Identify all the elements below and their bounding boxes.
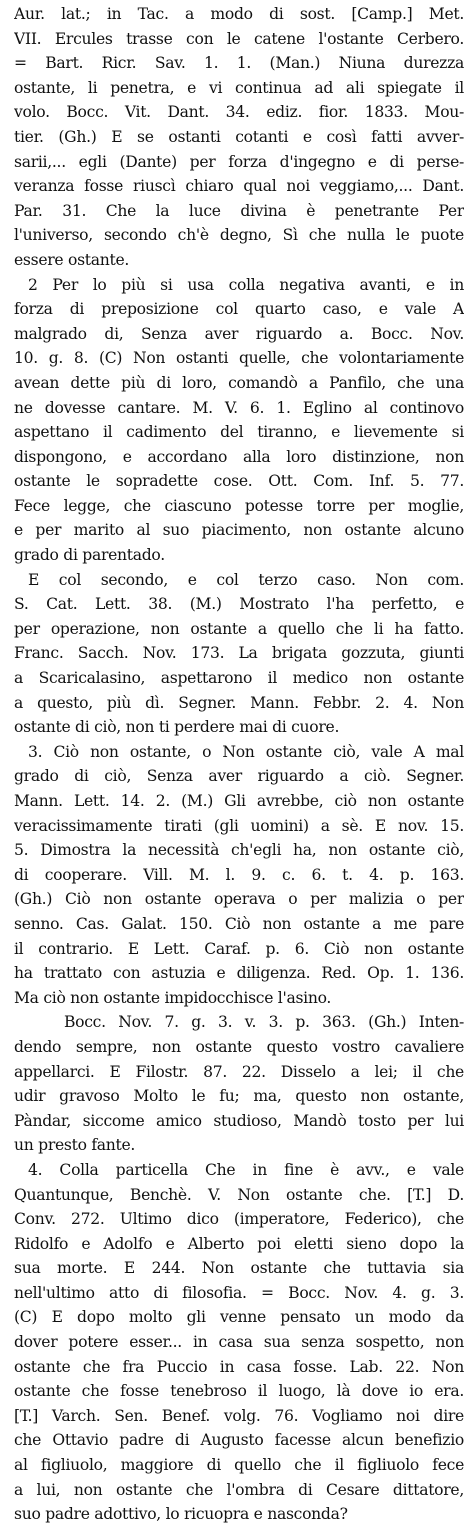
text-line: S. Cat. Lett. 38. (M.) Mostrato l'ha perfetto, e xyxy=(14,595,464,614)
text-line: tier. (Gh.) E se ostanti cotanti e così fatti avver- xyxy=(14,127,464,146)
text-line: aspettano il cadimento del tiranno, e lievemente si xyxy=(14,423,464,442)
text-line: 2 Per lo più si usa colla negativa avanti, e in xyxy=(28,275,464,294)
text-line: 4. Colla particella Che in fine è avv., e vale xyxy=(28,1160,464,1179)
text-line: dendo sempre, non ostante questo vostro cavaliere xyxy=(14,1037,464,1056)
text-line: sarii,... egli (Dante) per forza d'ingegno e di perse- xyxy=(14,152,464,171)
text-line: grado di parentado. xyxy=(14,546,165,565)
text-line: per operazione, non ostante a quello che li ha fatto. xyxy=(14,619,464,638)
text-line: di cooperare. Vill. M. l. 9. c. 6. t. 4. p. 163. xyxy=(14,865,464,884)
text-line: veracissimamente tirati (gli uomini) a sè. E nov. 15. xyxy=(14,816,464,835)
text-line: 3. Ciò non ostante, o Non ostante ciò, vale A mal xyxy=(28,742,464,761)
text-line: (Gh.) Ciò non ostante operava o per malizia o per xyxy=(14,890,464,909)
text-line: (C) E dopo molto gli venne pensato un modo da xyxy=(14,1308,464,1327)
text-line: veranza fosse riuscì chiaro qual noi veggiamo,... Dant. xyxy=(14,177,464,196)
text-line: l'universo, secondo ch'è degno, Sì che nulla le puote xyxy=(14,226,464,245)
text-line: Pàndar, siccome amico studioso, Mandò tosto per lui xyxy=(14,1111,464,1130)
text-line: Quantunque, Benchè. V. Non ostante che. [T.] D. xyxy=(14,1185,464,1204)
text-line: a questo, più dì. Segner. Mann. Febbr. 2. 4. Non xyxy=(14,693,464,712)
text-line: ostante di ciò, non ti perdere mai di cuore. xyxy=(14,718,340,737)
text-line: Franc. Sacch. Nov. 173. La brigata gozzuta, giunti xyxy=(14,644,464,663)
text-line: ostante che fra Puccio in casa fosse. Lab. 22. Non xyxy=(14,1357,464,1376)
text-line: Bocc. Nov. 7. g. 3. v. 3. p. 363. (Gh.) Inten- xyxy=(64,1013,464,1032)
text-line: il contrario. E Lett. Caraf. p. 6. Ciò non ostante xyxy=(14,939,464,958)
text-line: al figliuolo, maggiore di quello che il figliuolo fece xyxy=(14,1456,464,1475)
text-line: a Scaricalasino, aspettarono il medico non ostante xyxy=(14,669,464,688)
text-line: Aur. lat.; in Tac. a modo di sost. [Camp.] Met. xyxy=(14,5,464,23)
dictionary-entry xyxy=(14,2,464,1527)
text-line: VII. Ercules trasse con le catene l'ostante Cerbero. xyxy=(14,29,464,48)
text-line: ostante che fosse tenebroso il luogo, là dove io era. xyxy=(14,1382,464,1401)
text-line: che Ottavio padre di Augusto facesse alcun benefizio xyxy=(14,1431,464,1450)
text-line: ha trattato con astuzia e diligenza. Red. Op. 1. 136. xyxy=(14,964,464,983)
text-line: Ma ciò non ostante impidocchisce l'asino. xyxy=(14,988,332,1007)
text-line: senno. Cas. Galat. 150. Ciò non ostante a me pare xyxy=(14,914,464,933)
text-line: Conv. 272. Ultimo dico (imperatore, Federico), che xyxy=(14,1210,464,1229)
text-line: 5. Dimostra la necessità ch'egli ha, non ostante ciò, xyxy=(14,841,464,860)
text-line: malgrado di, Senza aver riguardo a. Bocc. Nov. xyxy=(14,324,464,343)
text-line: ne dovesse cantare. M. V. 6. 1. Eglino al continovo xyxy=(14,398,464,417)
text-line: appellarci. E Filostr. 87. 22. Disselo a lei; il che xyxy=(14,1062,464,1081)
text-line: suo padre adottivo, lo ricuopra e nasconda? xyxy=(14,1505,348,1524)
text-line: avean dette più di loro, comandò a Panfilo, che una xyxy=(14,373,464,392)
text-line: Ridolfo e Adolfo e Alberto poi eletti sieno dopo la xyxy=(14,1234,464,1253)
text-line: ostante, li penetra, e vi continua ad ali spiegate il xyxy=(14,78,464,97)
text-line: 10. g. 8. (C) Non ostanti quelle, che volontariamente xyxy=(14,349,464,368)
text-line: a lui, non ostante che l'ombra di Cesare dittatore, xyxy=(14,1480,464,1499)
text-line: dover potere esser... in casa sua senza sospetto, non xyxy=(14,1333,464,1352)
text-line: = Bart. Ricr. Sav. 1. 1. (Man.) Niuna durezza xyxy=(14,54,464,73)
text-line: sua morte. E 244. Non ostante che tuttavia sia xyxy=(14,1259,464,1278)
text-line: volo. Bocc. Vit. Dant. 34. ediz. fior. 1833. Mou- xyxy=(14,103,464,122)
text-line: E col secondo, e col terzo caso. Non com. xyxy=(28,570,464,589)
text-line: forza di preposizione col quarto caso, e vale A xyxy=(14,300,464,319)
text-line: Fece legge, che ciascuno potesse torre per moglie, xyxy=(14,496,464,515)
text-line: Par. 31. Che la luce divina è penetrante Per xyxy=(14,201,464,220)
text-line: e per marito al suo piacimento, non ostante alcuno xyxy=(14,521,464,540)
text-line: grado di ciò, Senza aver riguardo a ciò. Segner. xyxy=(14,767,464,786)
text-line: ostante le sopradette cose. Ott. Com. Inf. 5. 77. xyxy=(14,472,464,491)
text-line: essere ostante. xyxy=(14,250,130,269)
text-line: un presto fante. xyxy=(14,1136,136,1155)
text-line: [T.] Varch. Sen. Benef. volg. 76. Vogliamo noi dire xyxy=(14,1406,464,1425)
text-line: udir gravoso Molto le fu; ma, questo non ostante, xyxy=(14,1087,464,1106)
text-line: Mann. Lett. 14. 2. (M.) Gli avrebbe, ciò non ostante xyxy=(14,792,464,810)
text-line: nell'ultimo atto di filosofia. = Bocc. Nov. 4. g. 3. xyxy=(14,1283,464,1302)
text-line: dispongono, e accordano alla loro distinzione, non xyxy=(14,447,464,466)
